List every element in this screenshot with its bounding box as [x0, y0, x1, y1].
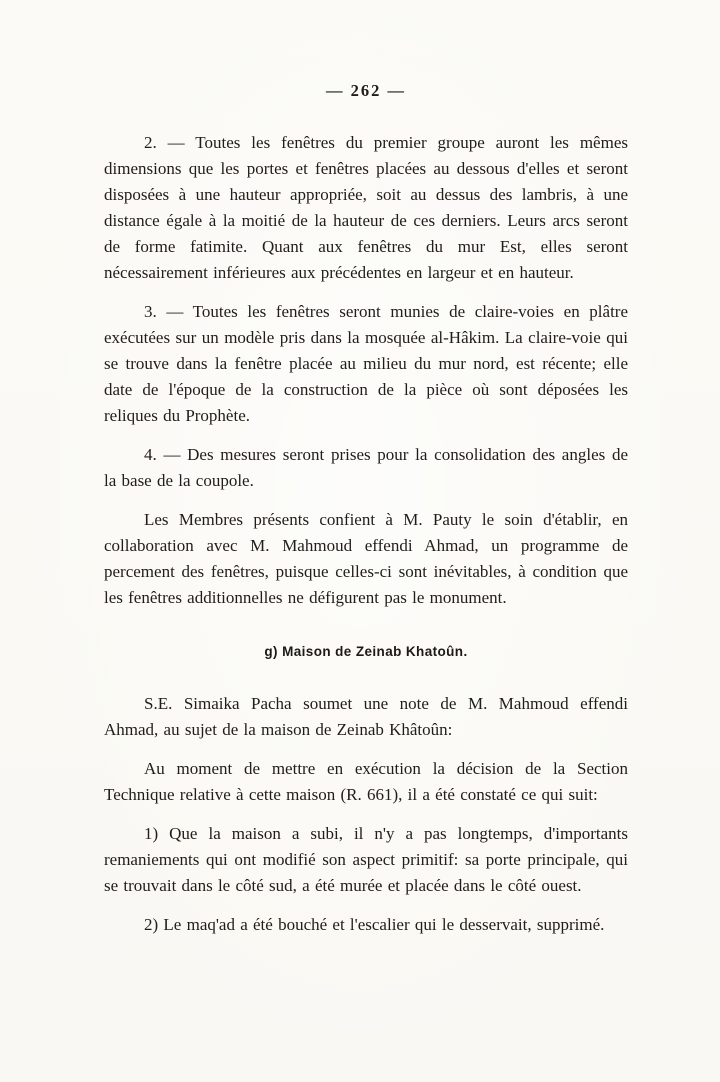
paragraph-point-2: 2) Le maq'ad a été bouché et l'escalier qui le desservait, supprimé. [144, 915, 605, 934]
section-heading: g) Maison de Zeinab Khatoûn. [264, 644, 468, 659]
paragraph-item-4: 4. — Des mesures seront prises pour la consolidation des angles de la base de la coupole. [104, 445, 628, 490]
paragraph-members-decision: Les Membres présents confient à M. Pauty le soin d'établir, en collaboration avec M. Mahmoud effendi Ahmad, un programme de percement des fenêtres, puisque celles-ci sont inévitables, à condition que les fenêtres additionnelles ne défigurent pas le monument. [104, 510, 628, 607]
paragraph-item-2: 2. — Toutes les fenêtres du premier groupe auront les mêmes dimensions que les portes et fenêtres placées au dessous d'elles et seront disposées à une hauteur appropriée, soit au dessus des lambris, à une distance égale à la moitié de la hauteur de ces derniers. Leurs arcs seront de forme fatimite. Quant aux fenêtres du mur Est, elles seront nécessairement inférieures aux précédentes en largeur et en hauteur. [104, 133, 628, 282]
paragraph-section-technique: Au moment de mettre en exécution la décision de la Section Technique relative à cette maison (R. 661), il a été constaté ce qui suit: [104, 759, 628, 804]
paragraph-simaika-note: S.E. Simaika Pacha soumet une note de M. Mahmoud effendi Ahmad, au sujet de la maison de Zeinab Khâtoûn: [104, 694, 628, 739]
paragraph-item-3: 3. — Toutes les fenêtres seront munies de claire-voies en plâtre exécutées sur un modèle pris dans la mosquée al-Hâkim. La claire-voie qui se trouve dans la fenêtre placée au milieu du mur nord, est récente; elle date de l'époque de la construction de la pièce où sont déposées les reliques du Prophète. [104, 302, 628, 425]
paragraph-point-1: 1) Que la maison a subi, il n'y a pas longtemps, d'importants remaniements qui ont modifié son aspect primitif: sa porte principale, qui se trouvait dans le côté sud, a été murée et placée dans le côté ouest. [104, 824, 628, 895]
page-number: — 262 — [326, 81, 406, 100]
